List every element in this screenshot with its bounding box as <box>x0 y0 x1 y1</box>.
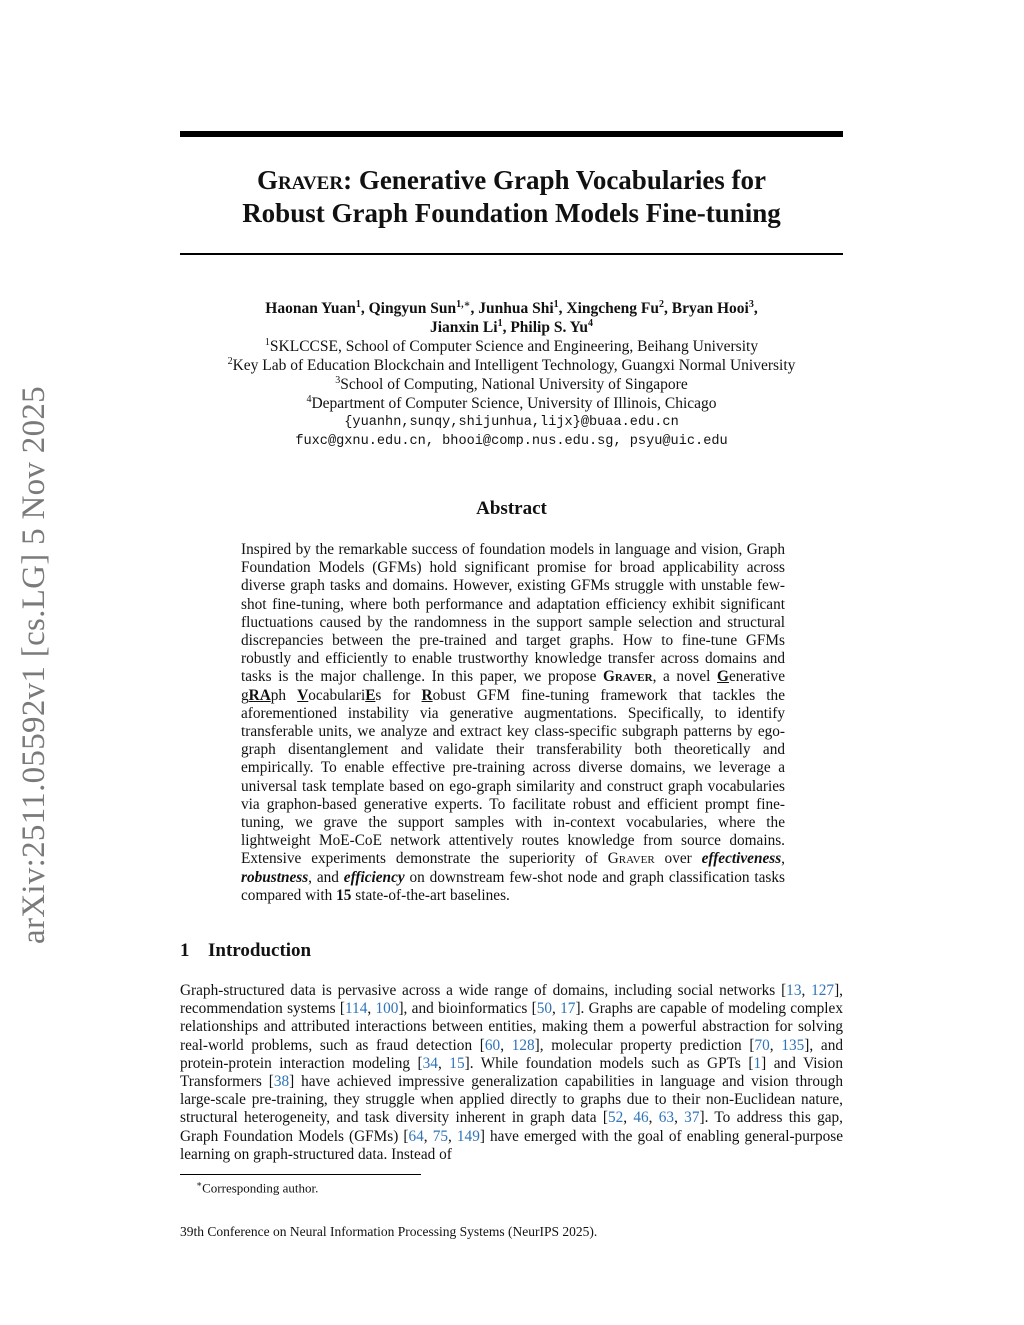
affiliation-text: Key Lab of Education Blockchain and Intelligent Technology, Guangxi Normal University <box>232 357 796 374</box>
email-line[interactable]: fuxc@gxnu.edu.cn, bhooi@comp.nus.edu.sg, psyu@uic.edu <box>295 434 728 449</box>
intro-text: , <box>423 1127 433 1145</box>
email-line[interactable]: {yuanhn,sunqy,shijunhua,lijx}@buaa.edu.cn <box>344 415 679 430</box>
intro-text: , <box>552 1000 561 1018</box>
affiliation <box>180 337 843 356</box>
footnote <box>196 1179 318 1196</box>
footnote-rule <box>180 1174 421 1175</box>
citation-link[interactable]: 70 <box>754 1036 770 1054</box>
author-name: , Philip S. Yu <box>502 319 589 336</box>
citation-link[interactable]: 127 <box>811 982 835 999</box>
author-separator: , <box>753 300 758 317</box>
affiliation-text: School of Computing, National University of Singapore <box>340 376 688 393</box>
keyword-effectiveness: effectiveness <box>701 850 782 868</box>
baseline-count: 15 <box>336 886 352 904</box>
section-number: 1 <box>180 940 190 961</box>
affiliation <box>180 356 843 375</box>
author-name: , Bryan Hooi <box>664 300 749 317</box>
affiliation <box>180 375 843 394</box>
citation-link[interactable]: 60 <box>484 1036 501 1054</box>
intro-text: , <box>623 1109 634 1127</box>
abstract-span: over <box>654 850 702 868</box>
venue-footer: 39th Conference on Neural Information Processing Systems (NeurIPS 2025). <box>180 1224 598 1239</box>
citation-link[interactable]: 64 <box>408 1127 424 1145</box>
citation-link[interactable]: 15 <box>449 1054 465 1072</box>
author-affil-sup: 1 <box>497 317 503 329</box>
intro-text: ]. To address this gap, Graph Foundation Models (GFMs) [ <box>180 1109 844 1145</box>
citation-link[interactable]: 114 <box>344 1000 368 1018</box>
abstract-span: , and <box>308 868 344 886</box>
author-affil-sup: 3 <box>748 298 754 310</box>
keyword-robustness: robustness <box>241 868 309 886</box>
intro-text: ], molecular property prediction [ <box>534 1036 755 1054</box>
citation-link[interactable]: 46 <box>633 1109 649 1127</box>
author-affil-sup: 1,∗ <box>456 298 471 310</box>
intro-text: , <box>648 1109 659 1127</box>
acronym-letter: R <box>421 686 433 704</box>
citation-link[interactable]: 52 <box>607 1109 624 1127</box>
abstract-span: Inspired by the remarkable success of foundation models in language and vision, Graph Foundation Models (GFMs) hold significant promise for broad applicability across diverse graph tasks and domains. However, existing GFMs struggle with unstable few-shot fine-tuning, where both performance and adaptation efficiency exhibit significant fluctuations caused by the randomness in the support sample selection and structural discrepancies between the pre-trained and target graphs. How to fine-tune GFMs robustly and efficiently to enable trustworthy knowledge transfer across domains and tasks is the major challenge. In this paper, we propose <box>241 541 785 686</box>
abstract-span: obust GFM fine-tuning framework that tackles the aforementioned instability via generative augmentations. Specifically, to identify transferable units, we analyze and extract key class-specific subgraph patterns by ego-graph disentanglement and validate their transferability both theoretically and empirically. To enable effective pre-training across diverse domains, we leverage a universal task template based on ego-graph similarity and construct graph vocabularies via graphon-based generative experts. To facilitate robust and efficient prompt fine-tuning, we grave the support samples with in-context vocabularies, where the lightweight MoE-CoE network attentively routes knowledge from source domains. Extensive experiments demonstrate the superiority of <box>241 686 785 868</box>
affiliation-sup: 3 <box>335 374 341 386</box>
citation-link[interactable]: 17 <box>560 1000 576 1018</box>
footnote-mark: ∗ <box>196 1179 203 1189</box>
author-name: , Junhua Shi <box>470 300 554 317</box>
intro-text: , <box>437 1054 450 1072</box>
citation-link[interactable]: 1 <box>753 1054 762 1072</box>
abstract-span: , a novel <box>652 668 718 686</box>
abstract-span: , <box>781 850 785 868</box>
intro-text: , <box>448 1127 457 1145</box>
citation-link[interactable]: 128 <box>511 1036 535 1054</box>
intro-text: , <box>801 982 812 999</box>
author-affil-sup: 4 <box>588 317 594 329</box>
affiliation-sup: 2 <box>227 355 233 367</box>
affiliation <box>180 394 843 413</box>
citation-link[interactable]: 37 <box>684 1109 700 1127</box>
citation-link[interactable]: 13 <box>786 982 802 999</box>
citation-link[interactable]: 135 <box>781 1036 805 1054</box>
author-name: , Xingcheng Fu <box>558 300 660 317</box>
author-name: Haonan Yuan <box>265 300 356 317</box>
abstract-span: enerative g <box>241 668 785 704</box>
acronym-letter: G <box>717 668 729 686</box>
intro-text: ] and Vision Transformers [ <box>180 1054 843 1091</box>
citation-link[interactable]: 38 <box>273 1073 290 1091</box>
intro-text: , <box>500 1036 512 1054</box>
abstract-span: state-of-the-art baselines. <box>351 886 510 904</box>
citation-link[interactable]: 34 <box>422 1054 438 1072</box>
author-name: , Qingyun Sun <box>360 300 457 317</box>
affiliation-sup: 1 <box>264 336 270 348</box>
keyword-efficiency: efficiency <box>343 868 405 886</box>
intro-text: ], recommendation systems [ <box>180 982 843 1018</box>
abstract-span: ph <box>270 686 298 704</box>
author-names <box>180 299 843 337</box>
affiliation-sup: 4 <box>306 393 312 405</box>
intro-text: ]. While foundation models such as GPTs [ <box>464 1054 754 1072</box>
intro-text: , <box>674 1109 685 1127</box>
intro-text: ] have emerged with the goal of enabling general-purpose learning on graph-structured data. Instead of <box>180 1127 843 1163</box>
acronym-letter: E <box>365 686 376 704</box>
intro-text: , <box>367 1000 376 1018</box>
abstract-graver: Graver <box>603 668 653 686</box>
arxiv-identifier[interactable]: arXiv:2511.05592v1 [cs.LG] 5 Nov 2025 <box>16 386 52 944</box>
title-graver: Graver <box>256 165 344 195</box>
intro-text: Graph-structured data is pervasive across a wide range of domains, including social networks [ <box>180 982 787 999</box>
acronym-letter: RA <box>248 686 271 704</box>
section-title: Introduction <box>208 940 312 961</box>
affiliation-text: SKLCCSE, School of Computer Science and Engineering, Beihang University <box>269 338 759 355</box>
citation-link[interactable]: 75 <box>432 1127 448 1145</box>
citation-link[interactable]: 63 <box>658 1109 675 1127</box>
intro-text: ], and protein-protein interaction modeling [ <box>180 1036 843 1072</box>
abstract-graver: Graver <box>607 850 655 868</box>
author-affil-sup: 1 <box>355 298 361 310</box>
abstract-span: ocabulari <box>308 686 366 704</box>
citation-link[interactable]: 149 <box>456 1127 480 1145</box>
citation-link[interactable]: 50 <box>536 1000 552 1018</box>
title-bottom-rule <box>180 253 843 255</box>
intro-text: ], and bioinformatics [ <box>398 1000 537 1018</box>
abstract-text <box>241 541 785 905</box>
paper-title <box>180 164 843 230</box>
author-name: Jianxin Li <box>429 319 498 336</box>
author-affil-sup: 2 <box>659 298 665 310</box>
abstract-span: on downstream few-shot node and graph classification tasks compared with <box>241 868 785 904</box>
title-line2: Robust Graph Foundation Models Fine-tuning <box>242 198 781 228</box>
section-heading <box>180 940 311 962</box>
intro-paragraph <box>180 982 843 1164</box>
citation-link[interactable]: 100 <box>375 1000 399 1018</box>
affiliation-text: Department of Computer Science, University of Illinois, Chicago <box>311 395 717 412</box>
acronym-letter: V <box>297 686 309 704</box>
author-affil-sup: 1 <box>553 298 559 310</box>
title-top-rule <box>180 131 843 137</box>
title-line1: : Generative Graph Vocabularies for <box>343 165 767 195</box>
intro-text: , <box>769 1036 782 1054</box>
intro-text: ]. Graphs are capable of modeling complex relationships and attributed interactions between entities, making them a powerful abstraction for solving real-world problems, such as fraud detection [ <box>180 1000 843 1054</box>
abstract-heading: Abstract <box>476 498 547 519</box>
intro-text: ] have achieved impressive generalization capabilities in language and vision through large-scale pre-training, they struggle when applied directly to graphs due to their non-Euclidean nature, structural heterogeneity, and task diversity inherent in graph data [ <box>180 1073 843 1127</box>
author-block <box>180 299 843 451</box>
footnote-text: Corresponding author. <box>202 1180 319 1196</box>
abstract-span: s for <box>375 686 422 704</box>
